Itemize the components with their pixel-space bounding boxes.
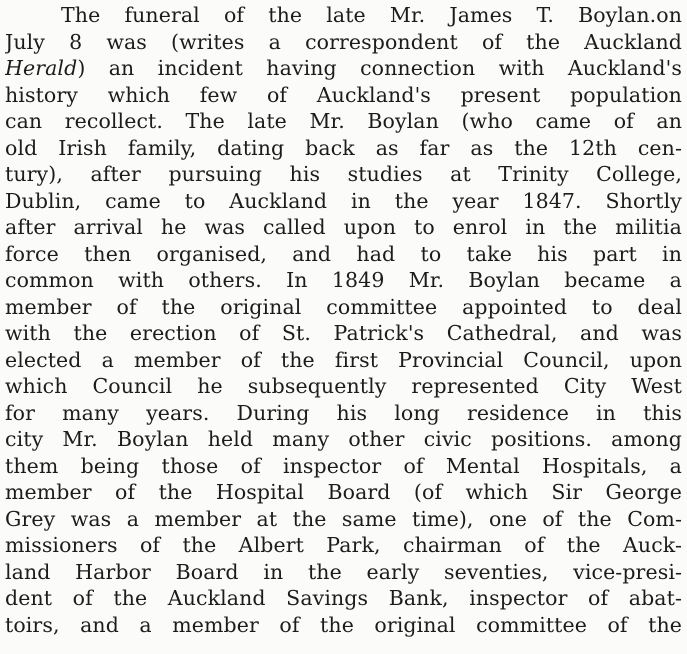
article-text-segment: old Irish family, dating back as far as the 12th cen- — [5, 135, 682, 160]
article-text-segment: common with others. In 1849 Mr. Boylan became a — [5, 268, 682, 292]
article-line — [5, 161, 682, 188]
article-text-segment: them being those of inspector of Mental Hospitals, a — [5, 453, 682, 478]
article-line — [5, 108, 682, 135]
article-text-segment: history which few of Auckland's present population — [5, 82, 682, 107]
article-line — [5, 479, 682, 506]
article-text-segment: which Council he subsequently represented City West — [5, 374, 682, 398]
article-text-segment: land Harbor Board in the early seventies, vice-presi- — [5, 559, 682, 584]
publication-name-italic: Herald — [5, 56, 78, 80]
article-line — [5, 320, 682, 347]
article-line — [5, 55, 682, 82]
article-line — [5, 559, 682, 586]
article-text-segment: Dublin, came to Auckland in the year 1847. Shortly — [5, 188, 682, 213]
article-text-segment: dent of the Auckland Savings Bank, inspector of abat- — [5, 586, 682, 610]
article-text-segment: for many years. During his long residence in this — [5, 400, 682, 425]
article-text-segment: with the erection of St. Patrick's Cathedral, and was — [5, 321, 682, 345]
article-line — [5, 612, 682, 639]
article-line — [5, 294, 682, 321]
article-line — [5, 532, 682, 559]
article-text-segment: Grey was a member at the same time), one of the Com- — [5, 506, 682, 531]
article-line — [5, 29, 682, 56]
article-text-segment: can recollect. The late Mr. Boylan (who came of an — [5, 109, 682, 133]
article-text-segment: elected a member of the first Provincial Council, upon — [5, 347, 682, 372]
article-line — [5, 373, 682, 400]
article-text-segment: missioners of the Albert Park, chairman of the Auck- — [5, 533, 682, 557]
article-line — [5, 241, 682, 268]
article-line — [5, 2, 682, 29]
article-line — [5, 214, 682, 241]
article-line — [5, 347, 682, 374]
article-line — [5, 188, 682, 215]
article-line — [5, 135, 682, 162]
article-text-segment: city Mr. Boylan held many other civic positions. among — [5, 427, 682, 451]
article-line — [5, 426, 682, 453]
article-line — [5, 400, 682, 427]
article-text-segment: member of the original committee appointed to deal — [5, 294, 682, 319]
article-text-segment: ) an incident having connection with Auckland's — [77, 56, 682, 80]
article-text-segment: toirs, and a member of the original committee of the — [5, 612, 682, 637]
article-text-segment: The funeral of the late Mr. James T. Boylan.on — [61, 3, 682, 27]
article-line — [5, 82, 682, 109]
article-line — [5, 506, 682, 533]
article-line — [5, 585, 682, 612]
article-text-segment: member of the Hospital Board (of which Sir George — [5, 480, 682, 504]
article-text-segment: July 8 was (writes a correspondent of the Auckland — [5, 29, 682, 54]
article-text-column — [5, 2, 682, 638]
article-text-segment: force then organised, and had to take his part in — [5, 241, 682, 266]
article-line — [5, 267, 682, 294]
article-line — [5, 453, 682, 480]
article-text-segment: after arrival he was called upon to enrol in the militia — [5, 215, 682, 239]
article-text-segment: tury), after pursuing his studies at Trinity College, — [5, 162, 682, 186]
